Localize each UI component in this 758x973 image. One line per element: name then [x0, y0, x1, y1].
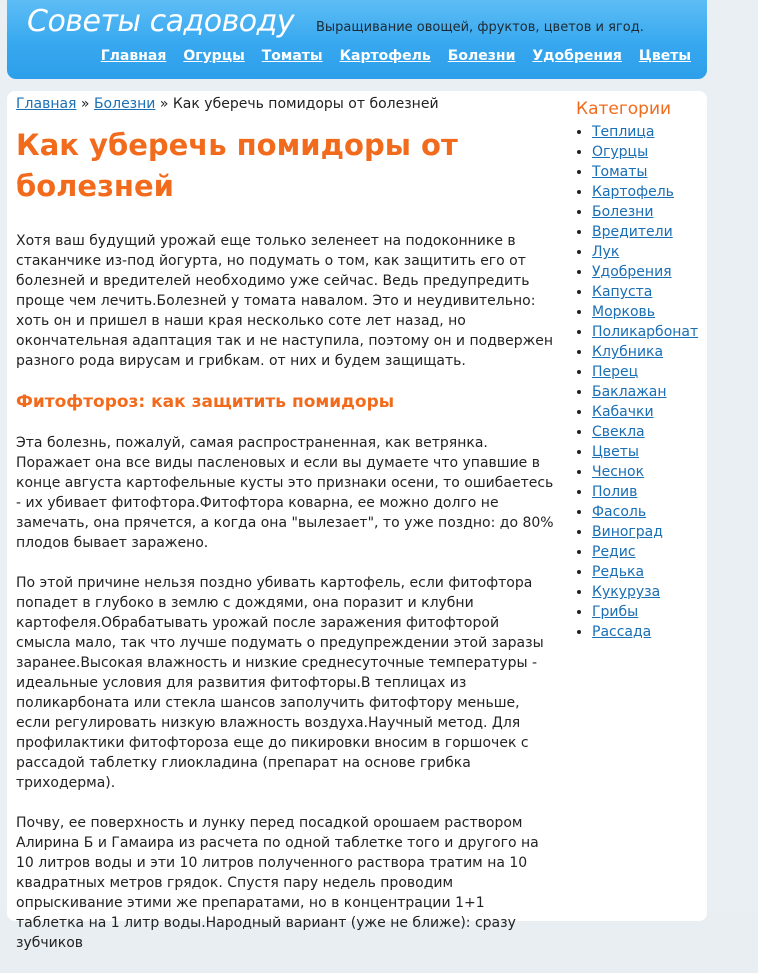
category-item	[592, 622, 705, 642]
category-link-pepper[interactable]: Перец	[592, 364, 639, 380]
category-item	[592, 582, 705, 602]
category-link-beans[interactable]: Фасоль	[592, 504, 647, 520]
category-link-polycarbonate[interactable]: Поликарбонат	[592, 324, 699, 340]
category-item	[592, 422, 705, 442]
category-item	[592, 502, 705, 522]
site-logo[interactable]: Советы садоводу	[27, 4, 295, 39]
category-link-strawberry[interactable]: Клубника	[592, 344, 664, 360]
nav-link-home[interactable]: Главная	[100, 48, 167, 64]
category-item	[592, 122, 705, 142]
category-item	[592, 162, 705, 182]
category-item	[592, 482, 705, 502]
category-link-grapes[interactable]: Виноград	[592, 524, 663, 540]
category-item	[592, 362, 705, 382]
category-item	[592, 522, 705, 542]
category-item	[592, 262, 705, 282]
content-panel	[7, 91, 707, 951]
category-item	[592, 462, 705, 482]
category-item	[592, 302, 705, 322]
category-link-tomatoes[interactable]: Томаты	[592, 164, 648, 180]
breadcrumb-separator: »	[76, 96, 94, 112]
category-link-black-radish[interactable]: Редька	[592, 564, 645, 580]
category-list	[575, 122, 705, 642]
nav-link-potatoes[interactable]: Картофель	[339, 48, 431, 64]
article-paragraph: По этой причине нельзя поздно убивать картофель, если фитофтора попадет в глубоко в землю с дождями, она поразит и клубни картофеля.Обрабатывать урожай после заражения фитофторой смысла мало, так что лучше подумать о предупреждении этой заразы заранее.Высокая влажность и низкие среднесуточные температуры - идеальные условия для развития фитофторы.В теплицах из поликарбоната или стекла шансов заполучить фитофтору меньше, если регулировать низкую влажность воздуха.Научный метод. Для профилактики фитофтороза еще до пикировки вносим в горшочек с рассадой таблетку глиокладина (препарат на основе грибка триходерма).	[16, 575, 544, 791]
category-link-cucumbers[interactable]: Огурцы	[592, 144, 649, 160]
category-item	[592, 182, 705, 202]
section-heading: Фитофтороз: как защитить помидоры	[16, 392, 395, 412]
category-link-cabbage[interactable]: Капуста	[592, 284, 653, 300]
category-link-flowers[interactable]: Цветы	[592, 444, 639, 460]
site-header	[7, 0, 707, 79]
category-link-seedlings[interactable]: Рассада	[592, 624, 652, 640]
breadcrumb-current: Как уберечь помидоры от болезней	[172, 96, 439, 112]
breadcrumb-section-link[interactable]: Болезни	[93, 96, 156, 112]
category-item	[592, 242, 705, 262]
category-link-eggplant[interactable]: Баклажан	[592, 384, 667, 400]
category-item	[592, 282, 705, 302]
top-navigation	[101, 48, 691, 64]
category-link-watering[interactable]: Полив	[592, 484, 638, 500]
category-link-zucchini[interactable]: Кабачки	[592, 404, 654, 420]
category-item	[592, 562, 705, 582]
category-item	[592, 222, 705, 242]
category-item	[592, 202, 705, 222]
category-item	[592, 342, 705, 362]
breadcrumb-separator: »	[155, 96, 173, 112]
site-tagline: Выращивание овощей, фруктов, цветов и ягод.	[316, 20, 644, 35]
category-link-beet[interactable]: Свекла	[592, 424, 645, 440]
article-paragraph: Эта болезнь, пожалуй, самая распространенная, как ветрянка. Поражает она все виды пасленовых и если вы думаете что упавшие в конце августа картофельные кусты это признаки осени, то ошибаетесь - их убивает фитофтора.Фитофтора коварна, ее можно долго не замечать, она прячется, а когда она "вылезает", то уже поздно: до 80% плодов бывает заражено.	[16, 435, 554, 551]
category-link-diseases[interactable]: Болезни	[592, 204, 654, 220]
categories-sidebar	[575, 98, 705, 642]
nav-link-diseases[interactable]: Болезни	[447, 48, 516, 64]
category-item	[592, 442, 705, 462]
breadcrumb-home-link[interactable]: Главная	[16, 96, 77, 112]
category-item	[592, 602, 705, 622]
nav-link-tomatoes[interactable]: Томаты	[261, 48, 323, 64]
category-link-fertilizers[interactable]: Удобрения	[592, 264, 672, 280]
nav-link-flowers[interactable]: Цветы	[638, 48, 691, 64]
nav-link-cucumbers[interactable]: Огурцы	[183, 48, 245, 64]
category-link-garlic[interactable]: Чеснок	[592, 464, 645, 480]
sidebar-title: Категории	[576, 99, 672, 119]
category-link-onion[interactable]: Лук	[592, 244, 620, 260]
breadcrumb	[16, 96, 439, 112]
article-intro: Хотя ваш будущий урожай еще только зеленеет на подоконнике в стаканчике из-под йогурта, но подумать о том, как защитить его от болезней и вредителей необходимо уже сейчас. Ведь предупредить проще чем лечить.Болезней у томата навалом. Это и неудивительно: хоть он и пришел в наши края несколько соте лет назад, но окончательная адаптация так и не наступила, поэтому он и подвержен разного рода вирусам и грибкам. от них и будем защищать.	[16, 233, 554, 369]
category-link-potatoes[interactable]: Картофель	[592, 184, 674, 200]
category-item	[592, 142, 705, 162]
page-title: Как уберечь помидоры от болезней	[16, 128, 458, 203]
nav-link-fertilizers[interactable]: Удобрения	[532, 48, 622, 64]
category-link-radish[interactable]: Редис	[592, 544, 636, 560]
category-item	[592, 322, 705, 342]
category-item	[592, 542, 705, 562]
category-link-carrot[interactable]: Морковь	[592, 304, 656, 320]
category-link-greenhouse[interactable]: Теплица	[592, 124, 655, 140]
category-link-corn[interactable]: Кукуруза	[592, 584, 661, 600]
category-item	[592, 382, 705, 402]
article	[16, 125, 556, 973]
category-link-mushrooms[interactable]: Грибы	[592, 604, 639, 620]
category-item	[592, 402, 705, 422]
category-link-pests[interactable]: Вредители	[592, 224, 673, 240]
article-paragraph: Почву, ее поверхность и лунку перед посадкой орошаем раствором Алирина Б и Гамаира из расчета по одной таблетке того и другого на 10 литров воды и эти 10 литров полученного раствора тратим на 10 квадратных метров грядок. Спустя пару недель проводим опрыскивание этими же препаратами, но в концентрации 1+1 таблетка на 1 литр воды.Народный вариант (уже не ближе): сразу зубчиков	[16, 815, 539, 951]
